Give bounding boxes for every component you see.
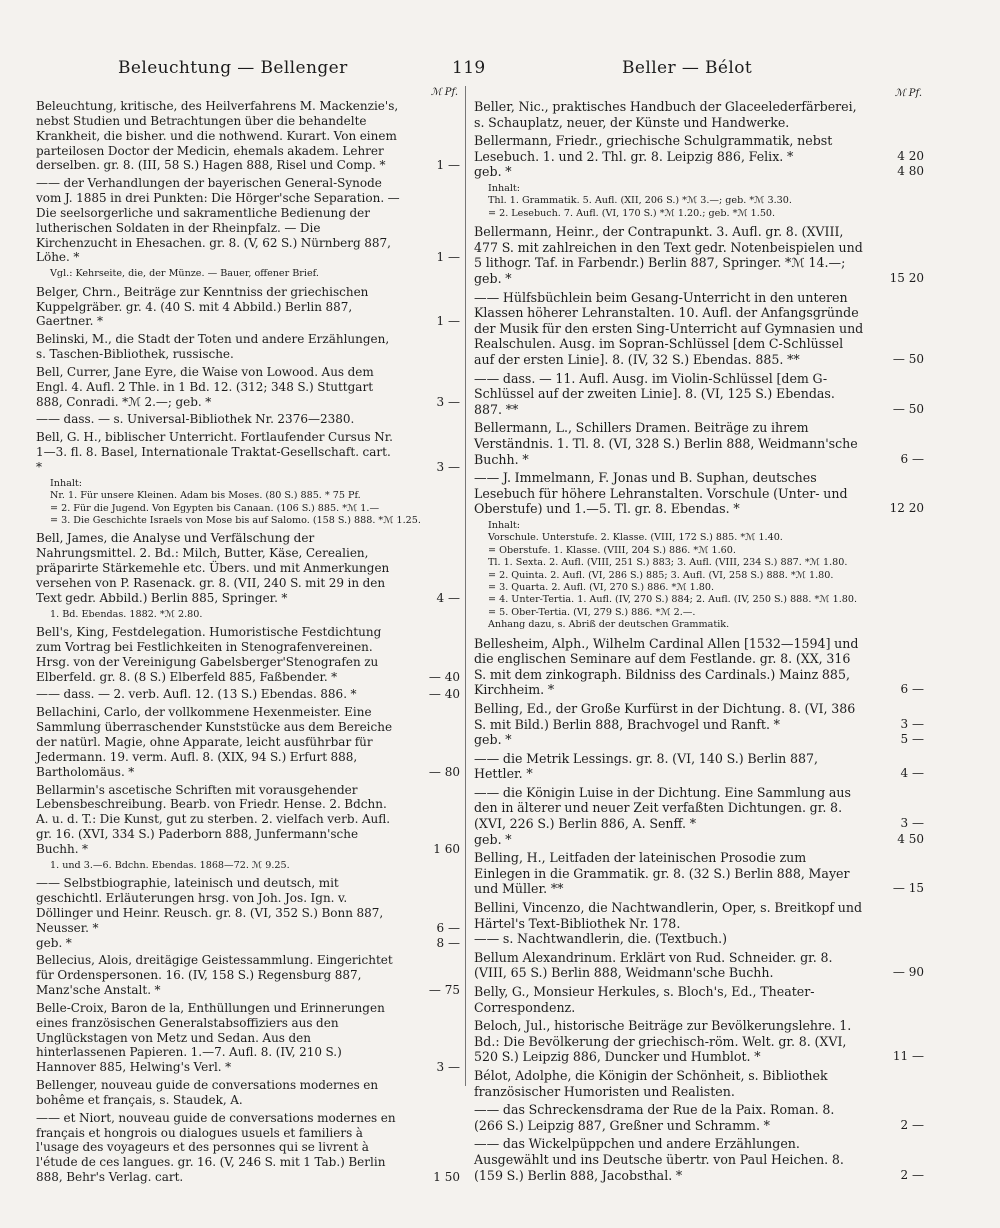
entry-price: 1 —	[436, 158, 460, 173]
catalog-entry	[474, 371, 926, 418]
catalog-entry	[474, 1136, 926, 1183]
entry-text: —— J. Immelmann, F. Jonas und B. Suphan, deutsches Lesebuch für höhere Lehranstalten. Vorschule (Unter- und Oberstufe) und 1.—5. Tl. gr. 8. Ebendas. *	[474, 470, 848, 517]
entry-price: 1 50	[433, 1170, 460, 1185]
entry-price: 12 20	[889, 501, 924, 516]
entry-price: — 90	[892, 965, 924, 980]
entry-text: —— der Verhandlungen der bayerischen General-Synode vom J. 1885 in drei Punkten: Die Hörger'sche Separation. — Die seelsorgerliche und sakramentliche Bedienung der lutherischen Soldaten in der Rheinpfalz. — Die Kirchenzucht in Ehesachen. gr. 8. (V, 62 S.) Nürnberg 887, Löhe. *	[36, 176, 400, 265]
page-number: 119	[452, 58, 486, 78]
entry-text: Belle-Croix, Baron de la, Enthüllungen und Erinnerungen eines französischen Generalstabsoffiziers aus den Unglückstagen von Metz und Sedan. Aus den hinterlassenen Papieren. 1.—7. Aufl. 8. (IV, 210 S.) Hannover 885, Helwing's Verl. *	[36, 1000, 385, 1075]
entry-price: — 50	[892, 351, 924, 366]
entry-price: 6 —	[900, 682, 924, 697]
catalog-entry	[474, 470, 926, 517]
catalog-entry	[36, 332, 462, 362]
catalog-entry	[36, 953, 462, 998]
entry-price: 3 — 4 50	[897, 816, 924, 846]
catalog-entry	[474, 224, 926, 286]
catalog-entry	[36, 876, 462, 950]
catalog-entry	[36, 1078, 462, 1108]
running-head-left: Beleuchtung — Bellenger	[118, 58, 348, 78]
entry-text: —— dass. — s. Universal-Bibliothek Nr. 2376—2380.	[36, 412, 355, 427]
right-column	[474, 86, 926, 1186]
entry-text: —— die Königin Luise in der Dichtung. Eine Sammlung aus den in älterer und neuer Zeit verfaßten Dichtungen. gr. 8. (XVI, 226 S.) Berlin 886, A. Senff. * geb. *	[474, 784, 851, 847]
entry-text: Bellermann, Heinr., der Contrapunkt. 3. Aufl. gr. 8. (XVIII, 477 S. mit zahlreichen in den Text gedr. Notenbeispielen und 5 lithogr. Taf. in Farbendr.) Berlin 887, Springer. *ℳ 14.—; geb. *	[474, 224, 863, 286]
entry-text: Bell, Currer, Jane Eyre, die Waise von Lowood. Aus dem Engl. 4. Aufl. 2 Thle. in 1 Bd. 12. (312; 348 S.) Stuttgart 888, Conradi. *ℳ 2.—; geb. *	[36, 364, 374, 409]
entry-text: Belly, G., Monsieur Herkules, s. Bloch's, Ed., Theater-Correspondenz.	[474, 984, 815, 1015]
entry-text: Bellermann, Friedr., griechische Schulgrammatik, nebst Lesebuch. 1. und 2. Thl. gr. 8. Leipzig 886, Felix. * geb. *	[474, 133, 833, 180]
entry-text: Belling, H., Leitfaden der lateinischen Prosodie zum Einlegen in die Grammatik. gr. 8. (32 S.) Berlin 888, Mayer und Müller. **	[474, 850, 850, 897]
catalog-entry	[474, 133, 926, 180]
entry-text: —— das Schreckensdrama der Rue de la Paix. Roman. 8. (266 S.) Leipzig 887, Greßner und Schramm. *	[474, 1102, 835, 1133]
catalog-entry	[474, 1018, 926, 1065]
catalog-entry	[474, 850, 926, 897]
entry-contents-note: Inhalt: Nr. 1. Für unsere Kleinen. Adam bis Moses. (80 S.) 885. * 75 Pf. = 2. Für die Jugend. Von Egypten bis Canaan. (106 S.) 885. *ℳ 1.— = 3. Die Geschichte Israels von Mose bis auf Salomo. (158 S.) 888. *ℳ 1.25.	[50, 477, 421, 527]
entry-text: Belger, Chrn., Beiträge zur Kenntniss der griechischen Kuppelgräber. gr. 4. (40 S. mit 4 Abbild.) Berlin 887, Gaertner. *	[36, 284, 369, 329]
catalog-entry	[474, 701, 926, 748]
entry-price: 3 — 5 —	[900, 716, 924, 747]
price-column-header: ℳ Pf.	[430, 87, 458, 98]
catalog-entry	[474, 984, 926, 1015]
entry-price: — 50	[892, 401, 924, 416]
entry-text: Belinski, M., die Stadt der Toten und andere Erzählungen, s. Taschen-Bibliothek, russische.	[36, 332, 390, 362]
entry-text: Bellecius, Alois, dreitägige Geistessammlung. Eingerichtet für Ordenspersonen. 16. (IV, 158 S.) Regensburg 887, Manz'sche Anstalt. *	[36, 953, 393, 998]
entry-price: — 75	[428, 983, 460, 998]
entry-price: 15 20	[889, 270, 924, 285]
entry-price: — 40	[428, 687, 460, 702]
catalog-entry	[36, 1001, 462, 1075]
column-divider	[465, 86, 466, 1086]
entry-contents-note: Vgl.: Kehrseite, die, der Münze. — Bauer, offener Brief.	[50, 268, 319, 280]
price-column-header: ℳ Pf.	[894, 88, 922, 99]
entry-text: Bellum Alexandrinum. Erklärt von Rud. Schneider. gr. 8. (VIII, 65 S.) Berlin 888, Weidmann'sche Buchh.	[474, 949, 833, 981]
entry-text: Bellesheim, Alph., Wilhelm Cardinal Allen [1532—1594] und die englischen Seminare auf dem Festlande. gr. 8. (XX, 316 S. mit dem zinkograph. Bildniss des Cardinals.) Mainz 885, Kirchheim. *	[474, 635, 859, 698]
entry-text: —— dass. — 2. verb. Aufl. 12. (13 S.) Ebendas. 886. *	[36, 687, 357, 702]
catalog-entry	[474, 785, 926, 847]
entry-text: —— dass. — 11. Aufl. Ausg. im Violin-Schlüssel [dem G-Schlüssel auf der zweiten Linie]. 8. (VI, 125 S.) Ebendas. 887. **	[474, 370, 835, 417]
catalog-entry	[36, 412, 462, 427]
catalog-entry	[474, 900, 926, 947]
entry-contents-note: 1. und 3.—6. Bdchn. Ebendas. 1868—72. ℳ 9.25.	[50, 859, 290, 871]
entry-contents-note: Inhalt: Vorschule. Unterstufe. 2. Klasse. (VIII, 172 S.) 885. *ℳ 1.40. = Oberstufe. 1. Klasse. (VIII, 204 S.) 886. *ℳ 1.60. Tl. 1. Sexta. 2. Aufl. (VIII, 251 S.) 883; 3. Aufl. (VIII, 234 S.) 887. *ℳ 1.80. = 2. Quinta. 2. Aufl. (VI, 286 S.) 885; 3. Aufl. (VI, 258 S.) 888. *ℳ 1.80. = 3. Quarta. 2. Aufl. (VI, 270 S.) 886. *ℳ 1.80. = 4. Unter-Tertia. 1. Aufl. (IV, 270 S.) 884; 2. Aufl. (IV, 250 S.) 888. *ℳ 1.80. = 5. Ober-Tertia. (VI, 279 S.) 886. *ℳ 2.—. Anhang dazu, s. Abriß der deutschen Grammatik.	[488, 519, 857, 631]
catalog-entry	[36, 705, 462, 779]
entry-price: 3 —	[436, 459, 460, 474]
entry-text: Bell, G. H., biblischer Unterricht. Fortlaufender Cursus Nr. 1—3. fl. 8. Basel, Internationale Traktat-Gesellschaft. cart. *	[36, 430, 393, 474]
entry-price: 2 —	[900, 1167, 924, 1182]
entry-text: Bélot, Adolphe, die Königin der Schönheit, s. Bibliothek französischer Humoristen und Realisten.	[474, 1067, 828, 1099]
entry-text: —— Selbstbiographie, lateinisch und deutsch, mit geschichtl. Erläuterungen hrsg. von Joh. Jos. Ign. v. Döllinger und Heinr. Reusch. gr. 8. (VI, 352 S.) Bonn 887, Neusser. * geb. *	[36, 876, 384, 950]
entry-text: Beloch, Jul., historische Beiträge zur Bevölkerungslehre. 1. Bd.: Die Bevölkerung der griechisch-röm. Welt. gr. 8. (XVI, 520 S.) Leipzig 886, Duncker und Humblot. *	[474, 1018, 852, 1065]
entry-price: 11 —	[892, 1049, 924, 1064]
entry-text: Beleuchtung, kritische, des Heilverfahrens M. Mackenzie's, nebst Studien und Betrachtungen über die behandelte Krankheit, die bisher. und die nothwend. Kurart. Von einem parteilosen Doctor der Medicin, ehemals akadem. Lehrer derselben. gr. 8. (III, 58 S.) Hagen 888, Risel und Comp. *	[36, 99, 399, 173]
entry-contents-note: Inhalt: Thl. 1. Grammatik. 5. Aufl. (XII, 206 S.) *ℳ 3.—; geb. *ℳ 3.30. = 2. Lesebuch. 7. Aufl. (VI, 170 S.) *ℳ 1.20.; geb. *ℳ 1.50.	[488, 182, 792, 219]
entry-price: — 15	[892, 881, 924, 896]
catalog-entry	[36, 531, 462, 605]
catalog-entry	[36, 687, 462, 702]
entry-price: 1 —	[436, 250, 460, 265]
catalog-entry	[36, 365, 462, 410]
entry-price: 4 —	[900, 766, 924, 781]
catalog-entry	[36, 99, 462, 173]
entry-price: — 80	[428, 764, 460, 779]
entry-text: Bellarmin's ascetische Schriften mit vorausgehender Lebensbeschreibung. Bearb. von Friedr. Hense. 2. Bdchn. A. u. d. T.: Die Kunst, gut zu sterben. 2. vielfach verb. Aufl. gr. 16. (XVI, 334 S.) Paderborn 888, Junfermann'sche Buchh. *	[36, 782, 391, 856]
catalog-entry	[36, 430, 462, 475]
entry-text: —— die Metrik Lessings. gr. 8. (VI, 140 S.) Berlin 887, Hettler. *	[474, 750, 819, 782]
running-head-right: Beller — Bélot	[622, 58, 753, 78]
entry-text: Bellermann, L., Schillers Dramen. Beiträge zu ihrem Verständnis. 1. Tl. 8. (VI, 328 S.) Berlin 888, Weidmann'sche Buchh. *	[474, 420, 858, 467]
catalog-entry	[36, 1111, 462, 1185]
entry-price: 1 —	[436, 314, 460, 329]
entry-price: 6 —	[900, 451, 924, 466]
entry-text: —— et Niort, nouveau guide de conversations modernes en français et hongrois ou dialogues usuels et familiers à l'usage des voyageurs et des personnes qui se livrent à l'étude de ces langues. gr. 16. (V, 246 S. mit 1 Tab.) Berlin 888, Behr's Verlag. cart.	[36, 1110, 396, 1185]
entry-text: —— das Wickelpüppchen und andere Erzählungen. Ausgewählt und ins Deutsche übertr. von Paul Heichen. 8. (159 S.) Berlin 888, Jacobsthal. *	[474, 1136, 844, 1183]
catalog-entry	[474, 1102, 926, 1133]
catalog-entry	[36, 783, 462, 857]
entry-contents-note: 1. Bd. Ebendas. 1882. *ℳ 2.80.	[50, 608, 203, 620]
catalog-entry	[36, 285, 462, 330]
entry-text: Bellini, Vincenzo, die Nachtwandlerin, Oper, s. Breitkopf und Härtel's Text-Bibliothek Nr. 178. —— s. Nachtwandlerin, die. (Textbuch.)	[474, 900, 863, 947]
catalog-entry	[474, 751, 926, 782]
entry-text: Bell, James, die Analyse und Verfälschung der Nahrungsmittel. 2. Bd.: Milch, Butter, Käse, Cerealien, präparirte Stärkemehle etc. Übers. und mit Anmerkungen versehen von P. Rasenack. gr. 8. (VII, 240 S. mit 29 in den Text gedr. Abbild.) Berlin 885, Springer. *	[36, 531, 390, 605]
catalog-entry	[36, 176, 462, 265]
catalog-entry	[474, 290, 926, 368]
catalog-entry	[474, 950, 926, 981]
catalog-entry	[474, 99, 926, 130]
entry-text: —— Hülfsbüchlein beim Gesang-Unterricht in den unteren Klassen höherer Lehranstalten. 10. Aufl. der Anfangsgründe der Musik für den ersten Sing-Unterricht auf Gymnasien und Realschulen. Ausg. im Sopran-Schlüssel [dem C-Schlüssel auf der ersten Linie]. 8. (IV, 32 S.) Ebendas. 885. **	[474, 289, 864, 367]
entry-price: 4 20 4 80	[897, 148, 924, 179]
entry-price: 6 — 8 —	[436, 920, 460, 950]
entry-price: 1 60	[433, 841, 460, 856]
left-column	[36, 86, 462, 1188]
catalog-entry	[474, 420, 926, 467]
entry-price: 4 —	[436, 590, 460, 605]
entry-text: Bell's, King, Festdelegation. Humoristische Festdichtung zum Vortrag bei Festlichkeiten in Stenografenvereinen. Hrsg. von der Vereinigung Gabelsberger'Stenografen zu Elberfeld. gr. 8. (8 S.) Elberfeld 885, Faßbender. *	[36, 625, 382, 684]
catalog-entry	[36, 625, 462, 684]
entry-price: 3 —	[436, 394, 460, 409]
entry-price: — 40	[428, 669, 460, 684]
entry-text: Belling, Ed., der Große Kurfürst in der Dichtung. 8. (VI, 386 S. mit Bild.) Berlin 888, Brachvogel und Ranft. * geb. *	[474, 700, 856, 748]
catalog-entry	[474, 636, 926, 698]
entry-price: 3 —	[436, 1060, 460, 1075]
entry-text: Bellachini, Carlo, der vollkommene Hexenmeister. Eine Sammlung überraschender Kunststücke aus dem Bereiche der natürl. Magie, ohne Apparate, leicht ausführbar für Jedermann. 19. verm. Aufl. 8. (XIX, 94 S.) Erfurt 888, Bartholomäus. *	[36, 705, 393, 779]
entry-text: Beller, Nic., praktisches Handbuch der Glaceelederfärberei, s. Schauplatz, neuer, der Künste und Handwerke.	[474, 99, 857, 130]
entry-text: Bellenger, nouveau guide de conversations modernes en bohême et français, s. Staudek, A.	[36, 1078, 379, 1107]
entry-price: 2 —	[900, 1117, 924, 1132]
catalog-entry	[474, 1068, 926, 1099]
